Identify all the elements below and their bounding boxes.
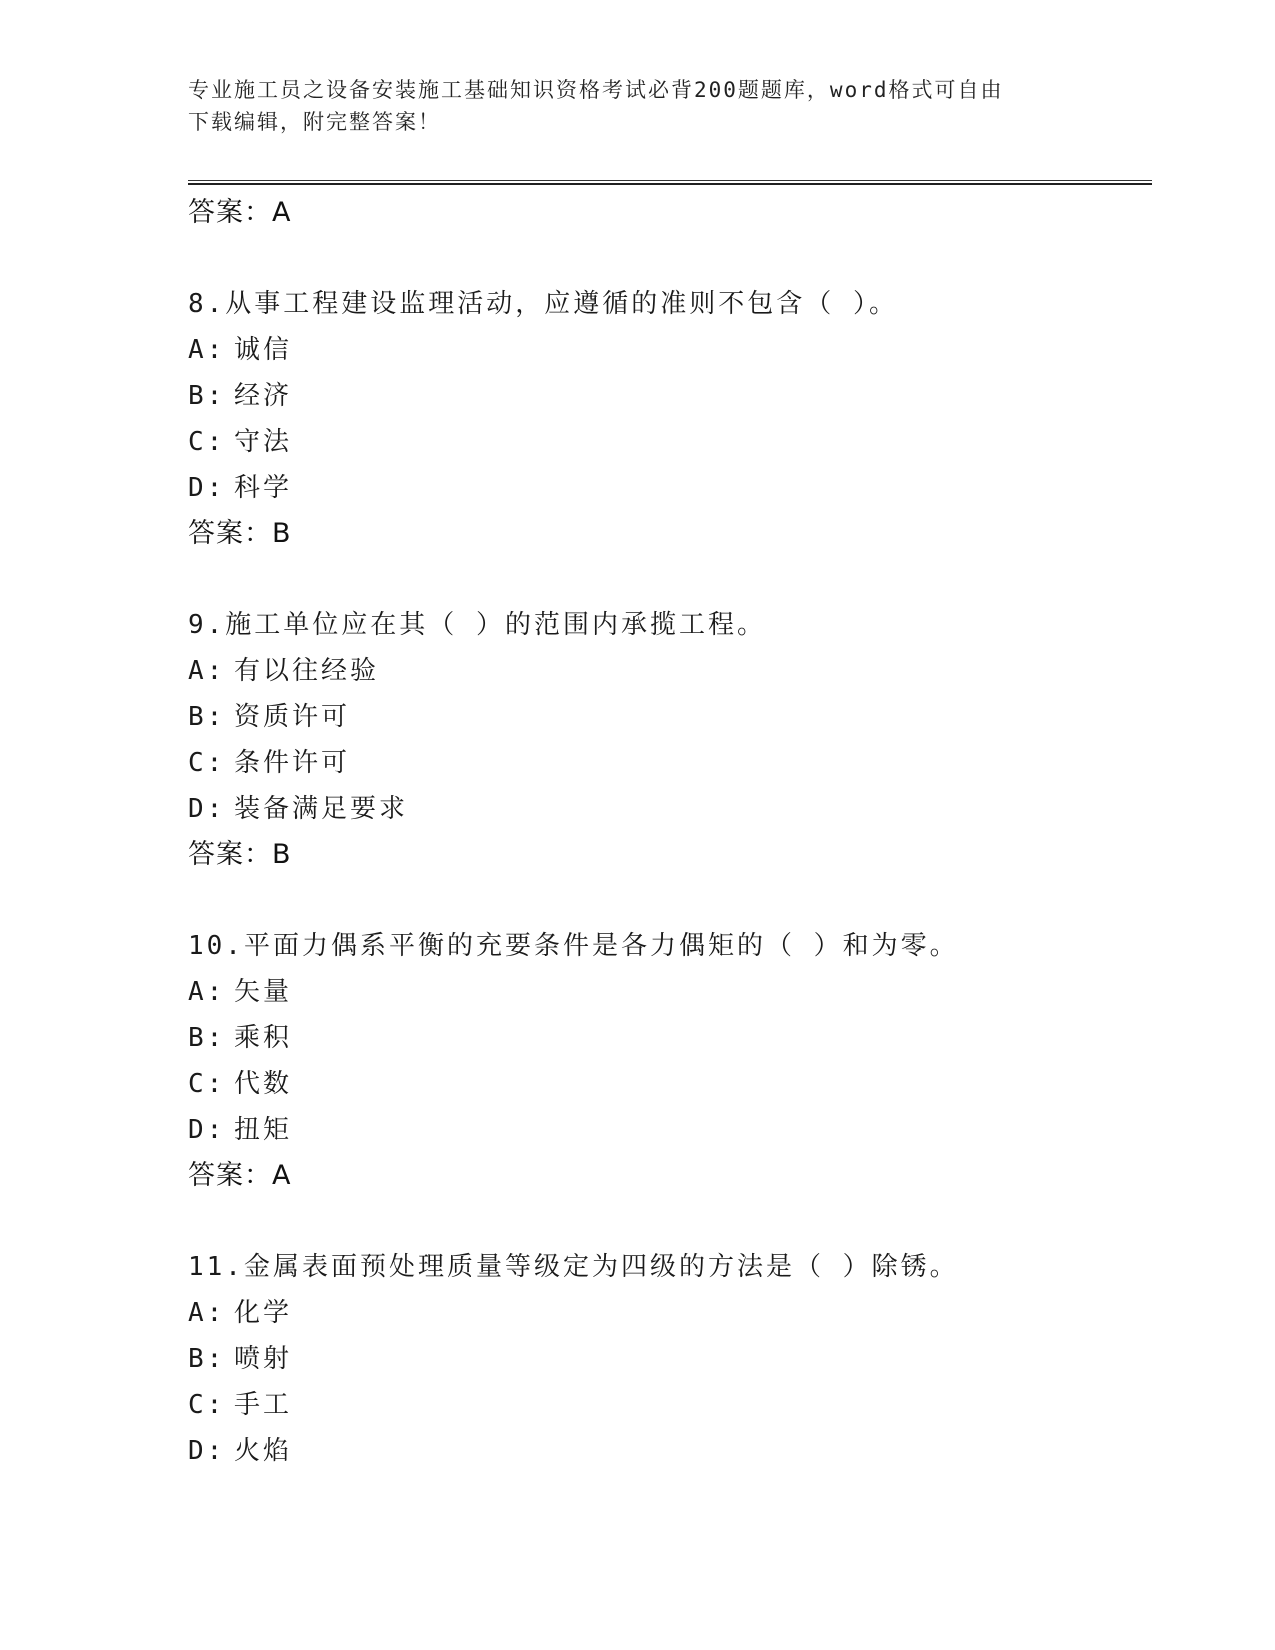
answer-line: 答案：B (188, 839, 292, 870)
option-text: 代数 (234, 1069, 293, 1099)
option-letter: D: (188, 473, 226, 503)
option-text: 乘积 (234, 1023, 293, 1053)
option-letter: C: (188, 748, 226, 778)
option-c (188, 419, 1152, 465)
option-b (188, 373, 1152, 419)
section-gap (188, 236, 1152, 281)
question-list (188, 190, 1152, 1474)
option-d (188, 786, 1152, 832)
question-text: 10.平面力偶系平衡的充要条件是各力偶矩的（ ）和为零。 (188, 931, 959, 961)
option-text: 经济 (234, 381, 293, 411)
option-b (188, 694, 1152, 740)
option-letter: A: (188, 977, 226, 1007)
option-letter: D: (188, 1436, 226, 1466)
answer-line: 答案：A (188, 197, 292, 228)
question-text: 11.金属表面预处理质量等级定为四级的方法是（ ）除锈。 (188, 1252, 959, 1282)
option-text: 扭矩 (234, 1115, 293, 1145)
answer-line: 答案：B (188, 518, 292, 549)
option-d (188, 1107, 1152, 1153)
option-text: 矢量 (234, 977, 293, 1007)
option-letter: B: (188, 1023, 226, 1053)
option-a (188, 648, 1152, 694)
section-gap (188, 557, 1152, 602)
option-letter: A: (188, 1298, 226, 1328)
option-text: 守法 (234, 427, 293, 457)
option-d (188, 1428, 1152, 1474)
option-letter: B: (188, 702, 226, 732)
option-c (188, 1382, 1152, 1428)
page-header (188, 74, 1088, 138)
option-text: 化学 (234, 1298, 293, 1328)
option-a (188, 969, 1152, 1015)
option-text: 科学 (234, 473, 293, 503)
question-text: 9.施工单位应在其（ ）的范围内承揽工程。 (188, 610, 766, 640)
option-text: 有以往经验 (234, 656, 380, 686)
option-c (188, 1061, 1152, 1107)
header-divider-thin (188, 180, 1152, 181)
section-gap (188, 1199, 1152, 1244)
option-text: 喷射 (234, 1344, 293, 1374)
option-text: 条件许可 (234, 748, 351, 778)
option-text: 诚信 (234, 335, 293, 365)
question-text: 8.从事工程建设监理活动，应遵循的准则不包含（ ）。 (188, 289, 898, 319)
option-letter: A: (188, 335, 226, 365)
option-b (188, 1336, 1152, 1382)
header-line-1: 专业施工员之设备安装施工基础知识资格考试必背200题题库，word格式可自由 (188, 78, 1004, 102)
answer-line: 答案：A (188, 1160, 292, 1191)
option-letter: D: (188, 794, 226, 824)
option-letter: B: (188, 381, 226, 411)
option-letter: D: (188, 1115, 226, 1145)
option-text: 火焰 (234, 1436, 293, 1466)
option-a (188, 1290, 1152, 1336)
section-gap (188, 878, 1152, 923)
option-letter: A: (188, 656, 226, 686)
option-a (188, 327, 1152, 373)
option-c (188, 740, 1152, 786)
header-line-2: 下载编辑，附完整答案！ (188, 110, 441, 134)
option-text: 手工 (234, 1390, 293, 1420)
option-d (188, 465, 1152, 511)
option-letter: C: (188, 427, 226, 457)
option-b (188, 1015, 1152, 1061)
option-text: 资质许可 (234, 702, 351, 732)
header-divider-thick (188, 183, 1152, 185)
option-letter: C: (188, 1069, 226, 1099)
option-letter: B: (188, 1344, 226, 1374)
option-letter: C: (188, 1390, 226, 1420)
option-text: 装备满足要求 (234, 794, 409, 824)
